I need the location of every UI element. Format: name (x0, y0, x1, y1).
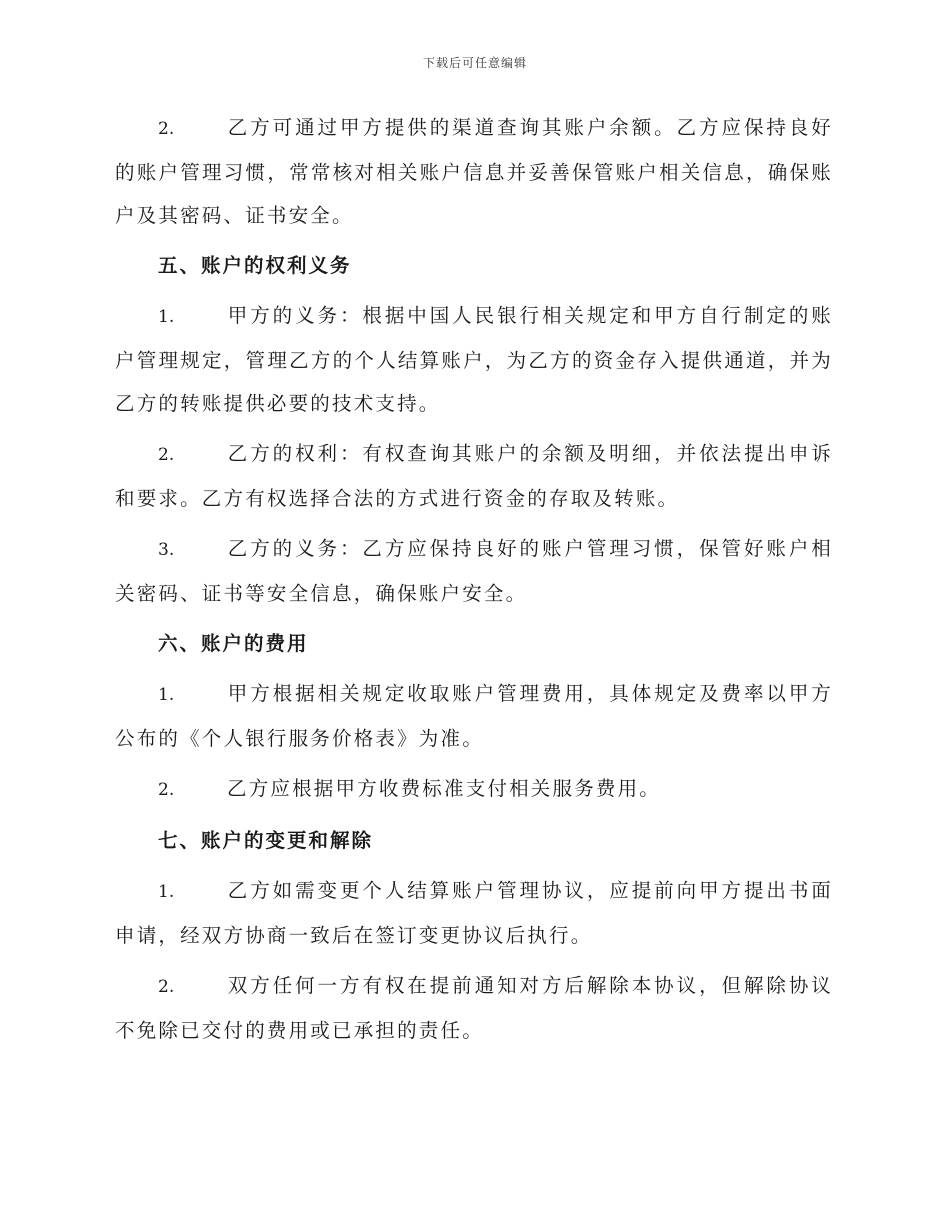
clause-paragraph (115, 767, 833, 812)
clause-number: 2. (158, 780, 175, 800)
section-heading: 七、账户的变更和解除 (158, 829, 374, 852)
clause-number: 2. (158, 445, 175, 465)
clause-paragraph (115, 869, 833, 957)
clause-text: 甲方根据相关规定收取账户管理费用，具体规定及费率以甲方公布的《个人银行服务价格表》为准。 (115, 682, 833, 750)
clause-number: 2. (158, 119, 175, 139)
clause-number: 2. (158, 977, 175, 997)
clause-text: 双方任何一方有权在提前通知对方后解除本协议，但解除协议不免除已交付的费用或已承担的责任。 (115, 974, 833, 1042)
clause-text: 乙方的权利：有权查询其账户的余额及明细，并依法提出申诉和要求。乙方有权选择合法的方式进行资金的存取及转账。 (115, 442, 833, 510)
clause-paragraph (115, 432, 833, 520)
document-body (115, 106, 833, 1059)
header-note: 下载后可任意编辑 (422, 56, 527, 70)
section-heading: 五、账户的权利义务 (158, 254, 352, 277)
clause-number: 1. (158, 882, 175, 902)
clause-text: 乙方如需变更个人结算账户管理协议，应提前向甲方提出书面申请，经双方协商一致后在签订变更协议后执行。 (115, 879, 833, 947)
clause-number: 1. (158, 685, 175, 705)
clause-text: 乙方可通过甲方提供的渠道查询其账户余额。乙方应保持良好的账户管理习惯，常常核对相关账户信息并妥善保管账户相关信息，确保账户及其密码、证书安全。 (115, 116, 833, 227)
clause-text: 乙方的义务：乙方应保持良好的账户管理习惯，保管好账户相关密码、证书等安全信息，确保账户安全。 (115, 537, 833, 605)
clause-paragraph (115, 106, 833, 237)
clause-paragraph (115, 527, 833, 615)
clause-text: 甲方的义务：根据中国人民银行相关规定和甲方自行制定的账户管理规定，管理乙方的个人结算账户，为乙方的资金存入提供通道，并为乙方的转账提供必要的技术支持。 (115, 304, 833, 415)
clause-number: 1. (158, 307, 175, 327)
clause-number: 3. (158, 540, 175, 560)
clause-text: 乙方应根据甲方收费标准支付相关服务费用。 (227, 777, 662, 800)
section-heading: 六、账户的费用 (158, 632, 309, 655)
clause-paragraph (115, 294, 833, 425)
clause-paragraph (115, 964, 833, 1052)
clause-paragraph (115, 672, 833, 760)
